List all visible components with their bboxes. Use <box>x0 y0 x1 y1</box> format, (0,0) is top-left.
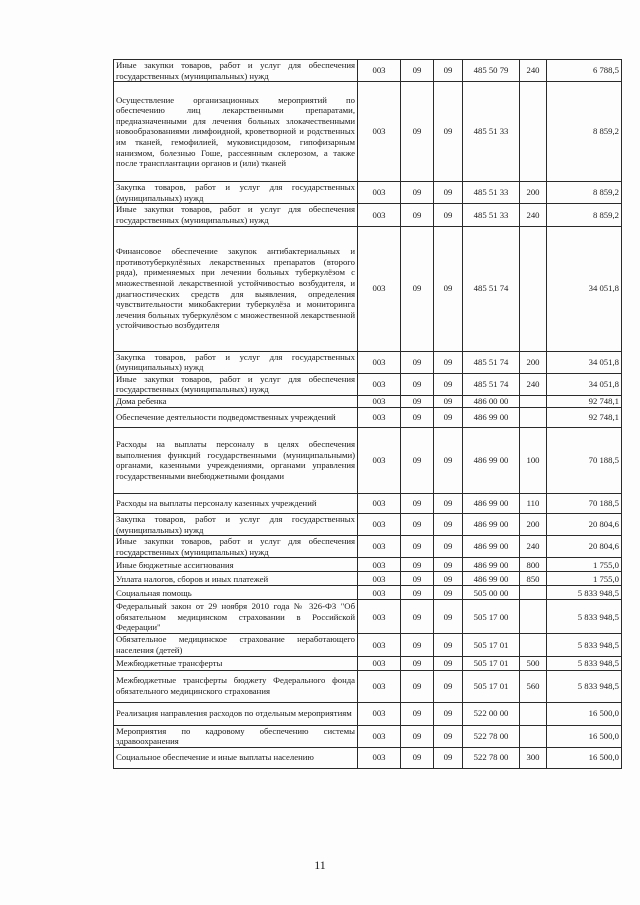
table-row <box>114 182 622 204</box>
amount: 5 833 948,5 <box>547 634 622 656</box>
target-article-code: 485 51 74 <box>463 373 520 395</box>
expense-item-name: Осуществление организационных мероприятий по обеспечению лиц лекарственными препаратами, предназначенными для лечения больных злокачественными новообразованиями лимфоидной, кроветворной и родственных им тканей, гемофилией, муковисцидозом, гипофизарным нанизмом, болезнью Гоше, рассеянным склерозом, а также после трансплантации органов и (или) тканей <box>114 82 358 182</box>
ministry-code: 003 <box>358 634 401 656</box>
target-article-code: 505 17 01 <box>463 670 520 702</box>
subsection-code: 09 <box>434 407 463 427</box>
target-article-code: 505 17 01 <box>463 634 520 656</box>
ministry-code: 003 <box>358 395 401 407</box>
section-code: 09 <box>401 558 434 572</box>
expense-type-code <box>520 725 547 747</box>
ministry-code: 003 <box>358 493 401 513</box>
ministry-code: 003 <box>358 656 401 670</box>
ministry-code: 003 <box>358 558 401 572</box>
table-row <box>114 407 622 427</box>
amount: 16 500,0 <box>547 702 622 725</box>
table-row <box>114 373 622 395</box>
expense-item-name: Иные бюджетные ассигнования <box>114 558 358 572</box>
amount: 5 833 948,5 <box>547 656 622 670</box>
amount: 16 500,0 <box>547 747 622 768</box>
amount: 20 804,6 <box>547 513 622 535</box>
target-article-code: 485 51 33 <box>463 204 520 226</box>
table-row <box>114 600 622 634</box>
target-article-code: 486 99 00 <box>463 572 520 586</box>
target-article-code: 485 51 33 <box>463 182 520 204</box>
budget-table-body <box>114 60 622 769</box>
table-row <box>114 513 622 535</box>
table-row <box>114 226 622 351</box>
section-code: 09 <box>401 82 434 182</box>
table-row <box>114 351 622 373</box>
section-code: 09 <box>401 586 434 600</box>
target-article-code: 486 99 00 <box>463 407 520 427</box>
ministry-code: 003 <box>358 600 401 634</box>
expense-item-name: Дома ребенка <box>114 395 358 407</box>
subsection-code: 09 <box>434 513 463 535</box>
expense-type-code: 200 <box>520 351 547 373</box>
amount: 5 833 948,5 <box>547 586 622 600</box>
table-row <box>114 572 622 586</box>
target-article-code: 486 99 00 <box>463 536 520 558</box>
subsection-code: 09 <box>434 60 463 82</box>
subsection-code: 09 <box>434 586 463 600</box>
expense-item-name: Социальное обеспечение и иные выплаты населению <box>114 747 358 768</box>
expense-item-name: Закупка товаров, работ и услуг для государственных (муниципальных) нужд <box>114 182 358 204</box>
target-article-code: 505 17 00 <box>463 600 520 634</box>
expense-item-name: Обязательное медицинское страхование неработающего населения (детей) <box>114 634 358 656</box>
expense-item-name: Закупка товаров, работ и услуг для государственных (муниципальных) нужд <box>114 351 358 373</box>
subsection-code: 09 <box>434 373 463 395</box>
table-row <box>114 558 622 572</box>
section-code: 09 <box>401 670 434 702</box>
expense-type-code: 200 <box>520 182 547 204</box>
expense-item-name: Иные закупки товаров, работ и услуг для обеспечения государственных (муниципальных) нужд <box>114 204 358 226</box>
subsection-code: 09 <box>434 747 463 768</box>
expense-type-code <box>520 586 547 600</box>
expense-type-code <box>520 407 547 427</box>
expense-item-name: Межбюджетные трансферты бюджету Федерального фонда обязательного медицинского страхования <box>114 670 358 702</box>
amount: 8 859,2 <box>547 82 622 182</box>
table-row <box>114 670 622 702</box>
section-code: 09 <box>401 351 434 373</box>
subsection-code: 09 <box>434 656 463 670</box>
ministry-code: 003 <box>358 702 401 725</box>
section-code: 09 <box>401 395 434 407</box>
expense-item-name: Расходы на выплаты персоналу в целях обеспечения выполнения функций государственными (муниципальными) органами, казенными учреждениями, органами управления государственными внебюджетными фондами <box>114 427 358 493</box>
subsection-code: 09 <box>434 427 463 493</box>
target-article-code: 505 17 01 <box>463 656 520 670</box>
ministry-code: 003 <box>358 536 401 558</box>
ministry-code: 003 <box>358 670 401 702</box>
table-row <box>114 82 622 182</box>
ministry-code: 003 <box>358 226 401 351</box>
ministry-code: 003 <box>358 373 401 395</box>
section-code: 09 <box>401 702 434 725</box>
page-number: 11 <box>314 858 326 872</box>
subsection-code: 09 <box>434 351 463 373</box>
subsection-code: 09 <box>434 670 463 702</box>
subsection-code: 09 <box>434 634 463 656</box>
budget-table <box>113 59 622 769</box>
amount: 16 500,0 <box>547 725 622 747</box>
subsection-code: 09 <box>434 395 463 407</box>
section-code: 09 <box>401 226 434 351</box>
section-code: 09 <box>401 572 434 586</box>
expense-item-name: Иные закупки товаров, работ и услуг для обеспечения государственных (муниципальных) нужд <box>114 60 358 82</box>
subsection-code: 09 <box>434 82 463 182</box>
expense-type-code: 240 <box>520 536 547 558</box>
ministry-code: 003 <box>358 513 401 535</box>
ministry-code: 003 <box>358 407 401 427</box>
target-article-code: 486 00 00 <box>463 395 520 407</box>
expense-type-code: 110 <box>520 493 547 513</box>
expense-type-code: 200 <box>520 513 547 535</box>
expense-type-code: 500 <box>520 656 547 670</box>
amount: 34 051,8 <box>547 373 622 395</box>
expense-type-code: 300 <box>520 747 547 768</box>
ministry-code: 003 <box>358 82 401 182</box>
target-article-code: 522 00 00 <box>463 702 520 725</box>
table-row <box>114 204 622 226</box>
expense-item-name: Межбюджетные трансферты <box>114 656 358 670</box>
amount: 34 051,8 <box>547 351 622 373</box>
amount: 1 755,0 <box>547 572 622 586</box>
amount: 8 859,2 <box>547 182 622 204</box>
expense-type-code: 800 <box>520 558 547 572</box>
target-article-code: 485 51 33 <box>463 82 520 182</box>
ministry-code: 003 <box>358 182 401 204</box>
target-article-code: 522 78 00 <box>463 725 520 747</box>
amount: 1 755,0 <box>547 558 622 572</box>
amount: 20 804,6 <box>547 536 622 558</box>
ministry-code: 003 <box>358 351 401 373</box>
section-code: 09 <box>401 513 434 535</box>
subsection-code: 09 <box>434 558 463 572</box>
subsection-code: 09 <box>434 600 463 634</box>
ministry-code: 003 <box>358 204 401 226</box>
table-row <box>114 493 622 513</box>
ministry-code: 003 <box>358 572 401 586</box>
ministry-code: 003 <box>358 60 401 82</box>
target-article-code: 522 78 00 <box>463 747 520 768</box>
table-row <box>114 427 622 493</box>
subsection-code: 09 <box>434 572 463 586</box>
amount: 5 833 948,5 <box>547 670 622 702</box>
expense-item-name: Иные закупки товаров, работ и услуг для обеспечения государственных (муниципальных) нужд <box>114 373 358 395</box>
ministry-code: 003 <box>358 725 401 747</box>
section-code: 09 <box>401 407 434 427</box>
target-article-code: 486 99 00 <box>463 493 520 513</box>
expense-item-name: Иные закупки товаров, работ и услуг для обеспечения государственных (муниципальных) нужд <box>114 536 358 558</box>
expense-item-name: Финансовое обеспечение закупок антибактериальных и противотуберкулёзных лекарственных препаратов (второго ряда), применяемых при лечении больных туберкулёзом с множественной лекарственной устойчивостью возбудителя, и диагностических средств для выявления, определения чувствительности микобактерии туберкулёза и мониторинга лечения больных туберкулёзом с множественной лекарственной устойчивостью возбудителя <box>114 226 358 351</box>
subsection-code: 09 <box>434 226 463 351</box>
expense-item-name: Мероприятия по кадровому обеспечению системы здравоохранения <box>114 725 358 747</box>
subsection-code: 09 <box>434 725 463 747</box>
expense-type-code: 850 <box>520 572 547 586</box>
expense-item-name: Расходы на выплаты персоналу казенных учреждений <box>114 493 358 513</box>
expense-type-code: 240 <box>520 60 547 82</box>
table-row <box>114 395 622 407</box>
section-code: 09 <box>401 725 434 747</box>
expense-type-code: 100 <box>520 427 547 493</box>
expense-type-code <box>520 600 547 634</box>
section-code: 09 <box>401 182 434 204</box>
expense-type-code: 240 <box>520 204 547 226</box>
expense-item-name: Закупка товаров, работ и услуг для государственных (муниципальных) нужд <box>114 513 358 535</box>
ministry-code: 003 <box>358 747 401 768</box>
section-code: 09 <box>401 60 434 82</box>
section-code: 09 <box>401 536 434 558</box>
target-article-code: 486 99 00 <box>463 513 520 535</box>
table-row <box>114 702 622 725</box>
expense-type-code: 560 <box>520 670 547 702</box>
section-code: 09 <box>401 656 434 670</box>
subsection-code: 09 <box>434 182 463 204</box>
expense-type-code <box>520 226 547 351</box>
section-code: 09 <box>401 747 434 768</box>
expense-item-name: Реализация направления расходов по отдельным мероприятиям <box>114 702 358 725</box>
amount: 34 051,8 <box>547 226 622 351</box>
table-row <box>114 634 622 656</box>
subsection-code: 09 <box>434 204 463 226</box>
table-row <box>114 586 622 600</box>
table-row <box>114 725 622 747</box>
amount: 5 833 948,5 <box>547 600 622 634</box>
section-code: 09 <box>401 493 434 513</box>
target-article-code: 486 99 00 <box>463 558 520 572</box>
target-article-code: 485 50 79 <box>463 60 520 82</box>
section-code: 09 <box>401 427 434 493</box>
expense-type-code <box>520 634 547 656</box>
amount: 8 859,2 <box>547 204 622 226</box>
subsection-code: 09 <box>434 493 463 513</box>
section-code: 09 <box>401 373 434 395</box>
section-code: 09 <box>401 600 434 634</box>
amount: 6 788,5 <box>547 60 622 82</box>
expense-item-name: Обеспечение деятельности подведомственных учреждений <box>114 407 358 427</box>
table-row <box>114 60 622 82</box>
expense-type-code <box>520 702 547 725</box>
ministry-code: 003 <box>358 427 401 493</box>
subsection-code: 09 <box>434 536 463 558</box>
amount: 92 748,1 <box>547 395 622 407</box>
expense-item-name: Социальная помощь <box>114 586 358 600</box>
target-article-code: 485 51 74 <box>463 226 520 351</box>
amount: 92 748,1 <box>547 407 622 427</box>
target-article-code: 505 00 00 <box>463 586 520 600</box>
amount: 70 188,5 <box>547 493 622 513</box>
amount: 70 188,5 <box>547 427 622 493</box>
expense-type-code <box>520 82 547 182</box>
table-row <box>114 656 622 670</box>
section-code: 09 <box>401 204 434 226</box>
ministry-code: 003 <box>358 586 401 600</box>
table-row <box>114 536 622 558</box>
expense-item-name: Уплата налогов, сборов и иных платежей <box>114 572 358 586</box>
target-article-code: 485 51 74 <box>463 351 520 373</box>
target-article-code: 486 99 00 <box>463 427 520 493</box>
table-row <box>114 747 622 768</box>
subsection-code: 09 <box>434 702 463 725</box>
expense-type-code: 240 <box>520 373 547 395</box>
expense-item-name: Федеральный закон от 29 ноября 2010 года № 326-ФЗ "Об обязательном медицинском страховании в Российской Федерации" <box>114 600 358 634</box>
expense-type-code <box>520 395 547 407</box>
section-code: 09 <box>401 634 434 656</box>
